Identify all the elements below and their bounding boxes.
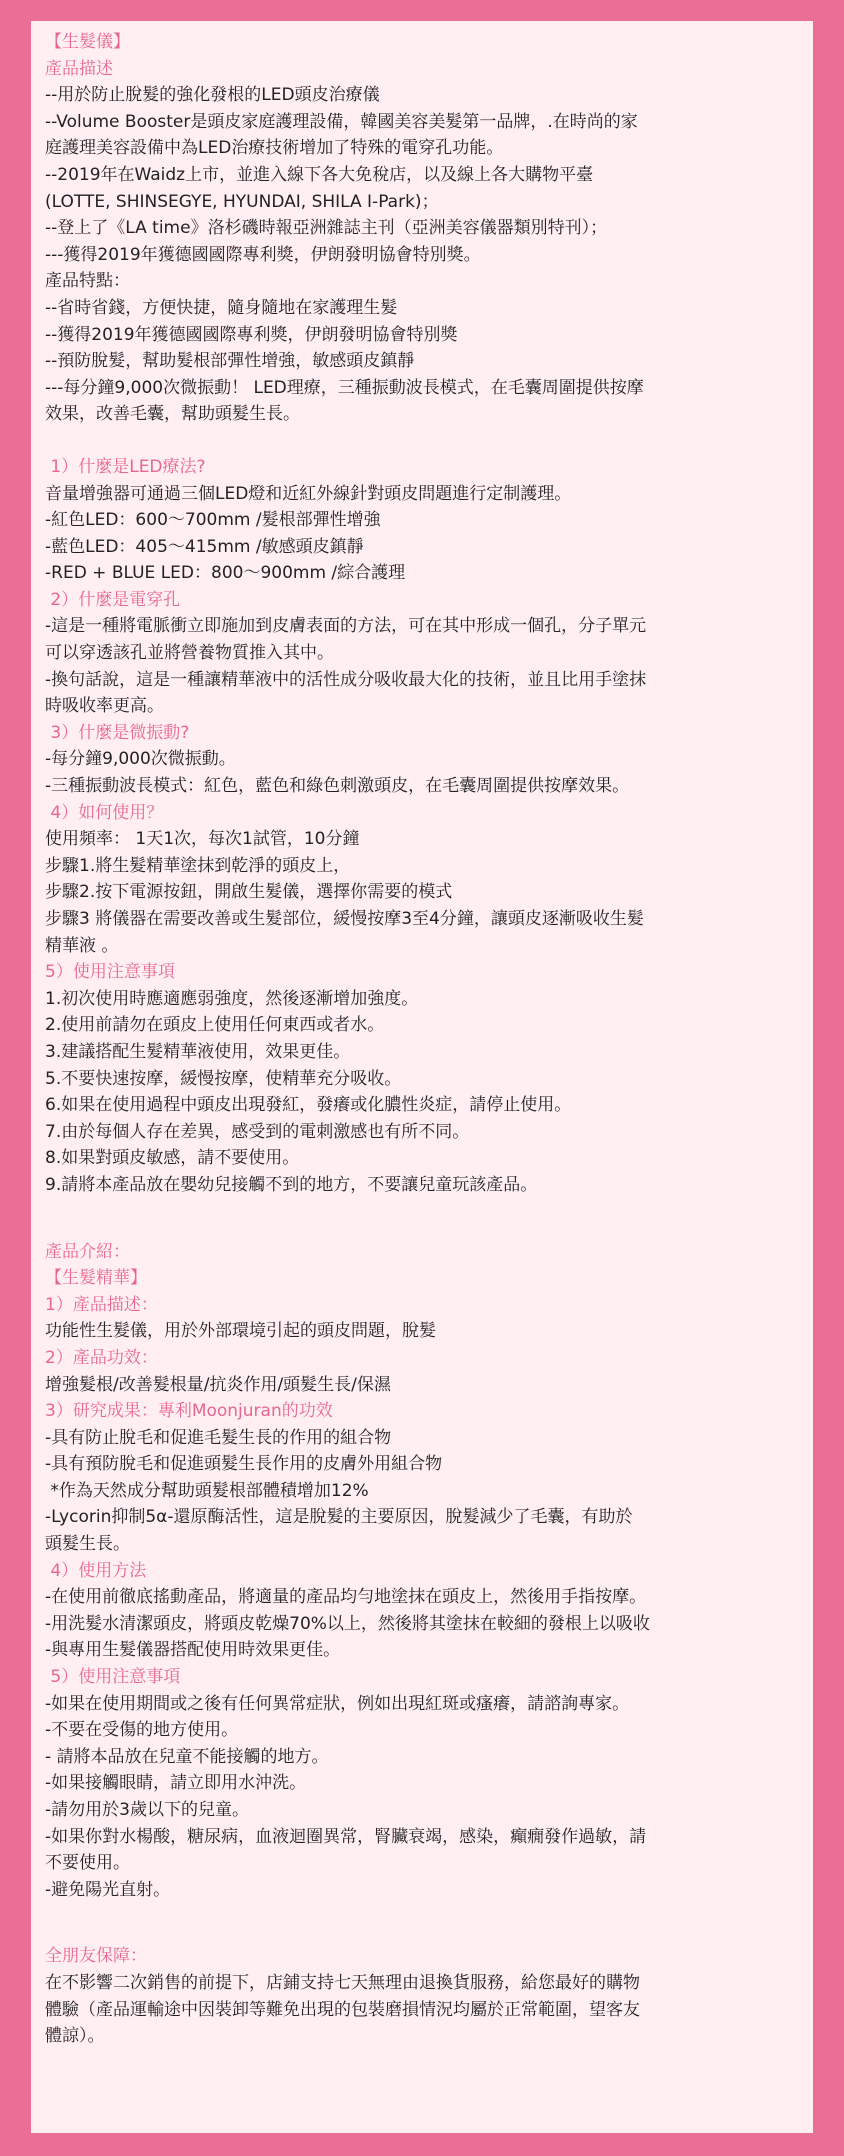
section-hair-serum-introduction	[45, 1239, 799, 1904]
text-line: ---每分鐘9,000次微振動！ LED理療，三種振動波長模式，在毛囊周圍提供按摩 效果，改善毛囊，幫助頭髮生長。	[45, 377, 644, 425]
section-heading: 【生髮精華】	[45, 1268, 147, 1289]
text-line: 3.建議搭配生髮精華液使用，效果更佳。	[45, 1041, 351, 1062]
text-line: -請勿用於3歲以下的兒童。	[45, 1800, 249, 1820]
text-line: -換句話說，這是一種讓精華液中的活性成分吸收最大化的技術，並且比用手塗抹 時吸收率更高。	[45, 669, 647, 717]
text-line: --獲得2019年獲德國國際專利獎，伊朗發明協會特別獎	[45, 324, 458, 345]
text-line: 9.請將本產品放在嬰幼兒接觸不到的地方，不要讓兒童玩該產品。	[45, 1174, 538, 1195]
text-line: -藍色LED：405～415mm /敏感頭皮鎮靜	[45, 536, 364, 557]
section-heading: 產品介紹：	[45, 1241, 130, 1262]
section-heading: 2）產品功效：	[45, 1347, 158, 1368]
text-line: -這是一種將電脈衝立即施加到皮膚表面的方法，可在其中形成一個孔，分子單元 可以穿透該孔並將營養物質推入其中。	[45, 616, 647, 664]
text-line: 8.如果對頭皮敏感，請不要使用。	[45, 1148, 300, 1169]
text-line: -Lycorin抑制5α-還原酶活性，這是脫髮的主要原因，脫髮減少了毛囊，有助於 頭髮生長。	[45, 1507, 633, 1555]
section-guarantee	[45, 1943, 799, 2049]
section-hair-device-description	[45, 29, 799, 428]
section-heading: 4）如何使用？	[45, 802, 164, 823]
text-line: 6.如果在使用過程中頭皮出現發紅，發癢或化膿性炎症，請停止使用。	[45, 1095, 572, 1116]
section-heading: 1）什麼是LED療法?	[45, 456, 206, 477]
text-line: 步驟1.將生髮精華塗抹到乾淨的頭皮上，	[45, 855, 351, 876]
text-line: - 請將本品放在兒童不能接觸的地方。	[45, 1746, 329, 1767]
section-heading: 產品描述	[45, 58, 113, 79]
text-line: 步驟2.按下電源按鈕，開啟生髮儀，選擇你需要的模式	[45, 882, 453, 903]
text-line: 使用頻率： 1天1次，每次1試管，10分鐘	[45, 829, 360, 850]
text-line: 7.由於每個人存在差異，感受到的電刺激感也有所不同。	[45, 1121, 470, 1142]
text-line: -RED + BLUE LED：800～900mm /綜合護理	[45, 563, 406, 584]
section-heading: 5）使用注意事項	[45, 962, 175, 983]
text-line: ---獲得2019年獲德國國際專利獎，伊朗發明協會特別獎。	[45, 244, 481, 265]
text-line: -紅色LED：600～700mm /髮根部彈性增強	[45, 510, 381, 531]
text-line: -用洗髮水清潔頭皮，將頭皮乾燥70%以上，然後將其塗抹在較細的發根上以吸收	[45, 1613, 650, 1634]
text-line: -具有預防脫毛和促進頭髮生長作用的皮膚外用組合物	[45, 1454, 443, 1475]
text-line: --2019年在Waidz上市，並進入線下各大免稅店，以及線上各大購物平臺 (LOTTE, SHINSEGYE, HYUNDAI, SHILA I-Park)；	[45, 164, 594, 212]
text-line: 2.使用前請勿在頭皮上使用任何東西或者水。	[45, 1015, 385, 1036]
text-line: 5.不要快速按摩，緩慢按摩，使精華充分吸收。	[45, 1068, 402, 1089]
text-line: --登上了《LA time》洛杉磯時報亞洲雜誌主刊（亞洲美容儀器類別特刊）；	[45, 218, 608, 239]
text-line: -避免陽光直射。	[45, 1879, 171, 1900]
text-line: -具有防止脫毛和促進毛髮生長的作用的組合物	[45, 1427, 392, 1448]
text-line: *作為天然成分幫助頭髮根部體積增加12%	[45, 1480, 369, 1501]
text-line: 音量增強器可通過三個LED燈和近紅外線針對頭皮問題進行定制護理。	[45, 483, 572, 504]
text-line: -如果你對水楊酸，糖尿病，血液迴圈異常，腎臟衰竭，感染，癲癇發作過敏，請 不要使用。	[45, 1826, 647, 1874]
section-heading: 3）研究成果：專利Moonjuran的功效	[45, 1401, 333, 1422]
text-line: -每分鐘9,000次微振動。	[45, 749, 236, 770]
text-line: 1.初次使用時應適應弱強度，然後逐漸增加強度。	[45, 988, 419, 1009]
text-line: --省時省錢，方便快捷，隨身隨地在家護理生髮	[45, 297, 398, 318]
section-heading: 1）產品描述：	[45, 1294, 158, 1315]
text-line: -如果接觸眼睛，請立即用水沖洗。	[45, 1773, 307, 1794]
section-heading: 【生髮儀】	[45, 32, 130, 52]
text-line: --Volume Booster是頭皮家庭護理設備，韓國美容美髮第一品牌，.在時尚的家 庭護理美容設備中為LED治療技術增加了特殊的電穿孔功能。	[45, 111, 638, 159]
text-line: --用於防止脫髮的強化發根的LED頭皮治療儀	[45, 85, 380, 106]
text-line: 增強髮根/改善髮根量/抗炎作用/頭髮生長/保濕	[45, 1374, 391, 1395]
section-technology-and-usage	[45, 454, 799, 1199]
section-heading: 2）什麼是電穿孔	[45, 589, 181, 610]
section-heading: 4）使用方法	[45, 1560, 147, 1581]
text-line: -如果在使用期間或之後有任何異常症狀，例如出現紅斑或瘙癢，請諮詢專家。	[45, 1693, 630, 1714]
text-line: -三種振動波長模式：紅色，藍色和綠色刺激頭皮，在毛囊周圍提供按摩效果。	[45, 776, 630, 797]
text-line: -在使用前徹底搖動產品，將適量的產品均勻地塗抹在頭皮上，然後用手指按摩。	[45, 1587, 647, 1608]
text-line: 產品特點：	[45, 271, 130, 292]
product-description-card	[31, 21, 813, 2133]
text-line: -與專用生髮儀器搭配使用時效果更佳。	[45, 1640, 341, 1661]
text-line: 步驟3 將儀器在需要改善或生髮部位，緩慢按摩3至4分鐘，讓頭皮逐漸吸收生髮 精華液 。	[45, 909, 644, 956]
text-line: --預防脫髮，幫助髮根部彈性增強，敏感頭皮鎮靜	[45, 351, 415, 372]
text-line: -不要在受傷的地方使用。	[45, 1720, 239, 1741]
text-line: 在不影響二次銷售的前提下，店鋪支持七天無理由退換貨服務，給您最好的購物 體驗（產品運輸途中因裝卸等難免出現的包裝磨損情況均屬於正常範圍，望客友 體諒）。	[45, 1972, 640, 2047]
section-heading: 3）什麼是微振動?	[45, 722, 190, 743]
text-line: 功能性生髮儀，用於外部環境引起的頭皮問題，脫髮	[45, 1321, 436, 1342]
section-heading: 全朋友保障：	[45, 1946, 147, 1967]
section-heading: 5）使用注意事項	[45, 1667, 181, 1688]
